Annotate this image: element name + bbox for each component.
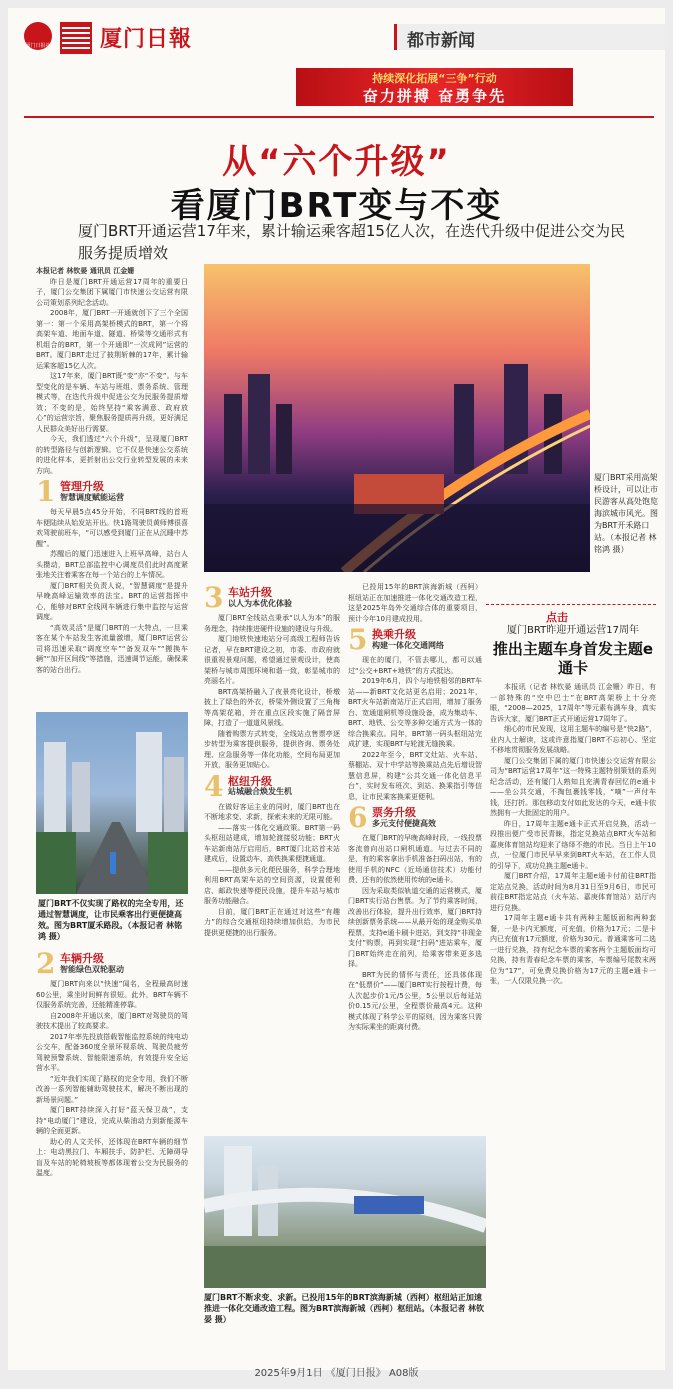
intro-paragraph: 今天，我们透过“六个升级”，呈现厦门BRT的转型路径与创新逻辑。它不仅是快速公交系统的进化样本，更折射出公交行业转型发展的未来方向。 (36, 435, 188, 475)
body-paragraph: ——落实一体化交通政策。BRT第一码头枢纽站建成，增加轮渡接驳功能；BRT火车站新南站厅启用后，BRT厦门北站首末站建成后，设置动车、高铁换乘便捷通道。 (204, 823, 340, 863)
section-heading (204, 769, 340, 803)
body-paragraph: 本报讯（记者 林钦晏 通讯员 江金姗）昨日，有一部特殊的“空中巴士”在BRT高架桥上十分亮眼，“2008—2025，17周年”等元素布满车身，真实告诉大家，厦门BRT正式开通运营17周年了。 (490, 683, 656, 723)
body-paragraph: 助心的人文关怀，还体现在BRT车辆的细节上：电动黑拉门、车厢扶手、防护栏、无障碍导盲及车站的轮椅坡板等都体现着公交为民服务的温度。 (36, 1137, 188, 1177)
section-title: 车辆升级 (60, 952, 104, 965)
campaign-line2: 奋力拼搏 奋勇争先 (362, 87, 507, 105)
section-heading (348, 623, 482, 657)
section-title: 换乘升级 (372, 628, 416, 641)
newspaper-emblem-icon (24, 22, 52, 50)
body-paragraph: 厦门BRT相关负责人说，“智慧调度”是提升早晚高峰运输效率的法宝。BRT的运营指挥中心，能够对BRT全线网车辆进行集中监控与运营调度。 (36, 581, 188, 621)
body-paragraph: 17周年主题e通卡共有两种主题版面和两种套餐，一是卡内无额度，可充值，价格为17元；二是卡内已充值有17元额度，价格为30元。普通乘客可二选一进行兑换，持有纪念车票的乘客两个主题版面均可兑换，持有青春纪念车票的乘客，车票编号尾数末两位为“17”，可免费兑换价格为17元的主题e通卡一张，一人仅限兑换一次。 (490, 914, 656, 985)
photo-brt-night-viaduct (204, 264, 590, 572)
headline-line1: 从“六个升级” (222, 142, 451, 182)
body-paragraph: BRT高架桥融入了夜景亮化设计，桥墩披上了绿色的外衣，桥梁外侧设置了三角梅等高架花箱，并在重点区段实施了隔音屏障，打造了一道道风景线。 (204, 687, 340, 727)
masthead (8, 8, 665, 64)
section-name: 都市新闻 (407, 31, 475, 51)
section-number: 5 (348, 623, 368, 657)
body-paragraph: 目前，厦门BRT正在通过对这些“有趣力”的综合交通枢纽持续增加供给，为市民提供更便捷的出行服务。 (204, 907, 340, 937)
sidebar-column (490, 682, 656, 1352)
section-title: 票务升级 (372, 806, 416, 819)
body-paragraph: 厦门BRT向来以“快速”闻名，全程最高时速60公里，乘坐时间鲜有很短。此外，BRT车辆不仅服务系统完善，还能精准停靠。 (36, 980, 188, 1009)
sidebar-title: 推出主题车身首发主题e通卡 (492, 640, 654, 677)
intro-paragraph: 2008年，厦门BRT一开通就创下了三个全国第一：第一个采用高架桥模式的BRT，第一个将高架车道、地面车道、隧道、桥梁等交通形式有机组合的BRT，第一个开通即“一次成网”运营的BRT。厦门BRT走过了披荆斩棘的17年，累计输运乘客超15亿人次。 (36, 309, 188, 370)
byline: 本报记者 林钦晏 通讯员 江金姗 (36, 267, 135, 275)
section-number: 3 (204, 582, 224, 615)
section-tag (394, 24, 665, 50)
body-paragraph: 在厦门BRT的早晚高峰时段，一线投票客流曾向出站口闸机通道。与过去不同的是，有的乘客拿出手机准备扫码出站，有的使用手机的NFC（近场通信技术）功能付费，还有的依然使用传统的e通卡。 (348, 834, 482, 884)
body-paragraph: BRT为民的情怀与责任，还具体体现在“低票价”——厦门BRT实行按程计费，每人次起步价1元/5公里，5公里以后每延站价0.15元/公里，全程票价最高4元。这种模式体现了科学公平的原则，因为乘客只需为实际乘坐的距离付费。 (348, 970, 482, 1031)
divider (24, 116, 654, 118)
sidebar-subtitle: 厦门BRT昨迎开通运营17周年 (507, 625, 639, 636)
body-paragraph: 因为采取类似轨道交通的运营模式，厦门BRT实行站台售票。为了节约乘客时间，改善出行体验，提升出行效率，厦门BRT持续创新票务系统——从最开始的现金购买单程票，支持e通卡刷卡进站，到支持“非现金支付”购票，再到实现“扫码”进站乘车，厦门BRT始终走在前列，给乘客带来更多选择。 (348, 886, 482, 968)
body-paragraph: 厦门BRT持续深入打好“蓝天保卫战”，支持“电动厦门”建设，完成从柴油动力到新能源车辆的全面更新。 (36, 1106, 188, 1135)
article-column-1 (36, 266, 188, 702)
body-paragraph: 2022年至今，BRT文灶站、火车站、蔡棚站、双十中学站等换乘站点先后增设智慧信息屏，构建“公共交通一体化信息平台”，实时发布班次、到站、换乘指引等信息，让市民乘客换乘更便利。 (348, 750, 482, 801)
campaign-banner (296, 68, 573, 106)
intro-paragraph: 这17年来，厦门BRT既“变”亦“不变”。与车型变化的是车辆、车站与班组、票务系统、管理模式等，在迭代升级中促进公交为民服务提质增效；不变的是，始终坚持“乘客满意、政府放心”的运营宗旨，聚焦服务提质再升级，更好满足人民群众美好出行需要。 (36, 372, 188, 433)
section-subtitle: 构建一体化交通网络 (372, 640, 444, 650)
photo-caption: 厦门BRT不仅实现了路权的完全专用，还通过智慧调度，让市民乘客出行更便捷高效。图为BRT厦禾路段。（本报记者 林铭鸿 摄） (38, 899, 184, 941)
section-title: 管理升级 (60, 480, 104, 493)
subheadline: 厦门BRT开通运营17年来，累计输运乘客超15亿人次，在迭代升级中促进公交为民服务提质增效 (78, 222, 625, 262)
article-column-2 (204, 582, 340, 1130)
body-paragraph: 厦门地铁快速地站分可高级工程师告诉记者，早在BRT建设之初，市委、市政府就很重视景观问题，希望通过景观设计，使高架桥与城市周围环境和谐一致，彰显城市的亮丽名片。 (204, 635, 340, 685)
section-number: 6 (348, 801, 368, 835)
section-subtitle: 站城融合焕发生机 (228, 787, 292, 796)
body-paragraph: 细心的市民发现，这用主题车的编号是“快2路”，业内人士解读，这或许意指厦门BRT不忘初心、坚定不移地贯彻服务发展战略。 (490, 725, 656, 754)
photo-brt-hub (204, 1136, 486, 1288)
newspaper-logo: 厦门日報 (100, 26, 193, 52)
body-paragraph: 苏醒后的厦门迅速进入上班早高峰，站台人头攒动，BRT总部监控中心调度员们此时高度紧张地关注着乘客在每一个站台的上车情况。 (36, 550, 188, 579)
section-number: 4 (204, 769, 224, 803)
body-paragraph: 厦门公交集团下属的厦门市快速公交运营有限公司为“BRT运营17周年”这一特殊主题特别策划的系列纪念活动，还有厦门人熟知且充满青春回忆的e通卡——坐公共交通，不掏包裹钱零钱，“嘀”一声付车钱，还打折。那包移动支付如此发达的今天，e通卡依然拥有一大批固定的用户。 (490, 756, 656, 817)
body-paragraph: 在做好客运主业的同时，厦门BRT也在不断地求变、求新，探索未来的无限可能。 (204, 802, 340, 821)
emblem-text: 厦门日报社 (25, 43, 51, 49)
section-heading (36, 475, 188, 509)
campaign-line1: 持续深化拓展“三争”行动 (372, 72, 497, 85)
photo-brt-road (36, 712, 188, 894)
section-subtitle: 以人为本优化体验 (228, 598, 292, 608)
section-subtitle: 多元支付便捷高效 (372, 818, 436, 828)
city-night-illustration (204, 264, 590, 572)
headline-line2: 看厦门BRT变与不变 (170, 186, 503, 226)
body-paragraph: 自2008年开通以来，厦门BRT对驾驶员的驾驶技术提出了较高要求。 (36, 1011, 188, 1030)
body-paragraph: 每天早晨5点45分开始，不同BRT线的首班车便陆续从始发站开出。快1路驾驶员黄师傅很喜欢驾驶前班车，“可以感受到厦门正在从沉睡中苏醒”。 (36, 508, 188, 548)
page-footer: 2025年9月1日 《厦门日报》 A08版 (254, 1368, 419, 1379)
newspaper-page (8, 8, 665, 1370)
body-paragraph: 2017年率先投放搭载智能监控系统的纯电动公交车，配备360度全景环视系统、驾驶员疲劳驾驶预警系统、智能限速系统，有效提升安全运营水平。 (36, 1032, 188, 1072)
body-paragraph: “近年我们实现了路权的完全专用，我们不断改善一系列智能辅助驾驶技术，解决不断出现的新场景问题。” (36, 1074, 188, 1104)
viaduct-illustration (204, 1136, 486, 1288)
qr-code-icon (60, 22, 92, 54)
body-paragraph: “高效灵活”是厦门BRT的一大特点，一旦乘客在某个车站发生客流量激增，厦门BRT运营公司将迅速采取“调度空车”“备发双车”“搬换车辆”“加开区间线”等措施，迅速调节运能，确保乘客的站台出行。 (36, 623, 188, 674)
section-heading (348, 801, 482, 835)
section-title: 枢纽升级 (228, 774, 272, 788)
photo-caption: 厦门BRT采用高架桥设计，可以让市民游客从高处饱览海滨城市风光。图为BRT开禾路口站。（本报记者 林铭鸿 摄） (594, 473, 658, 554)
section-title: 车站升级 (228, 586, 272, 599)
body-paragraph: 厦门BRT全线站点秉承“以人为本”的服务理念，持续推进硬件设施的建设与升级。 (204, 614, 340, 633)
city-road-illustration (36, 712, 188, 894)
body-paragraph: 现在的厦门，不管去哪儿，都可以通过“公交+BRT+地铁”的方式抵达。 (348, 656, 482, 675)
body-paragraph: 随着购票方式转变，全线站点售票亭逐步转型为乘客提供服务，提供咨询、票务处理、应急服务等一体化功能，空间布局更加开放，服务更加贴心。 (204, 729, 340, 769)
article-column-1b (36, 948, 188, 1350)
section-subtitle: 智慧调度赋能运营 (60, 492, 124, 502)
section-number: 1 (36, 475, 56, 509)
section-number: 2 (36, 948, 56, 981)
sidebar-divider (486, 604, 656, 605)
section-heading (204, 582, 340, 615)
article-column-3 (348, 582, 482, 1130)
body-paragraph: 2019年6月，四个与地铁相邻的BRT车站——新BRT文化站更名启用；2021年，BRT火车站新南站厅正式启用，增加了服务台、宽通道闸机等设施设备，成为集动车、BRT、地铁、公交等多种交通方式为一体的综合换乘点。同年，BRT第一码头枢纽站完成扩建，实现BRT与轮渡无缝换乘。 (348, 677, 482, 748)
intro-paragraph: 昨日是厦门BRT开通运营17周年的重要日子，厦门公交集团下属厦门市快速公交运营有限公司策划系列纪念活动。 (36, 277, 188, 307)
section-heading (36, 948, 188, 981)
photo-caption: 厦门BRT不断求变、求新。已投用15年的BRT滨海新城（西柯）枢纽站正加速推进一体化交通改造工程。图为BRT滨海新城（西柯）枢纽站。（本报记者 林钦晏 摄） (204, 1293, 485, 1324)
section-subtitle: 智能绿色双轮驱动 (60, 964, 124, 974)
body-paragraph: 厦门BRT介绍，17周年主题e通卡付前往BRT指定站点兑换，活动时间为8月31日至9月6日，市民可前往BRT指定站点（火车站、嘉庚体育馆站）站厅内进行兑换。 (490, 872, 656, 912)
body-paragraph: 已投用15年的BRT滨海新城（西柯）枢纽站正在加速推进一体化交通改造工程，这是2025年岛外交通综合体的重要项目，预计今年10月建成投用。 (348, 583, 482, 623)
body-paragraph: ——提供多元化便民服务，科学合理地利用BRT高架车站的空间资源，设置便利店、邮政快递等便民设施，提升车站与城市服务功能融合。 (204, 865, 340, 905)
body-paragraph: 昨日，17周年主题e通卡正式开启兑换，活动一段推出便广受市民青睐，指定兑换站点BRT火车站和嘉庚体育馆站均迎来了络绎不绝的市民。当日上午10点，一位厦门市民早早来到BRT火车站，在工作人员的引导下，成功兑换主题e通卡。 (490, 819, 656, 870)
sidebar-tag: 点击 (546, 611, 568, 624)
